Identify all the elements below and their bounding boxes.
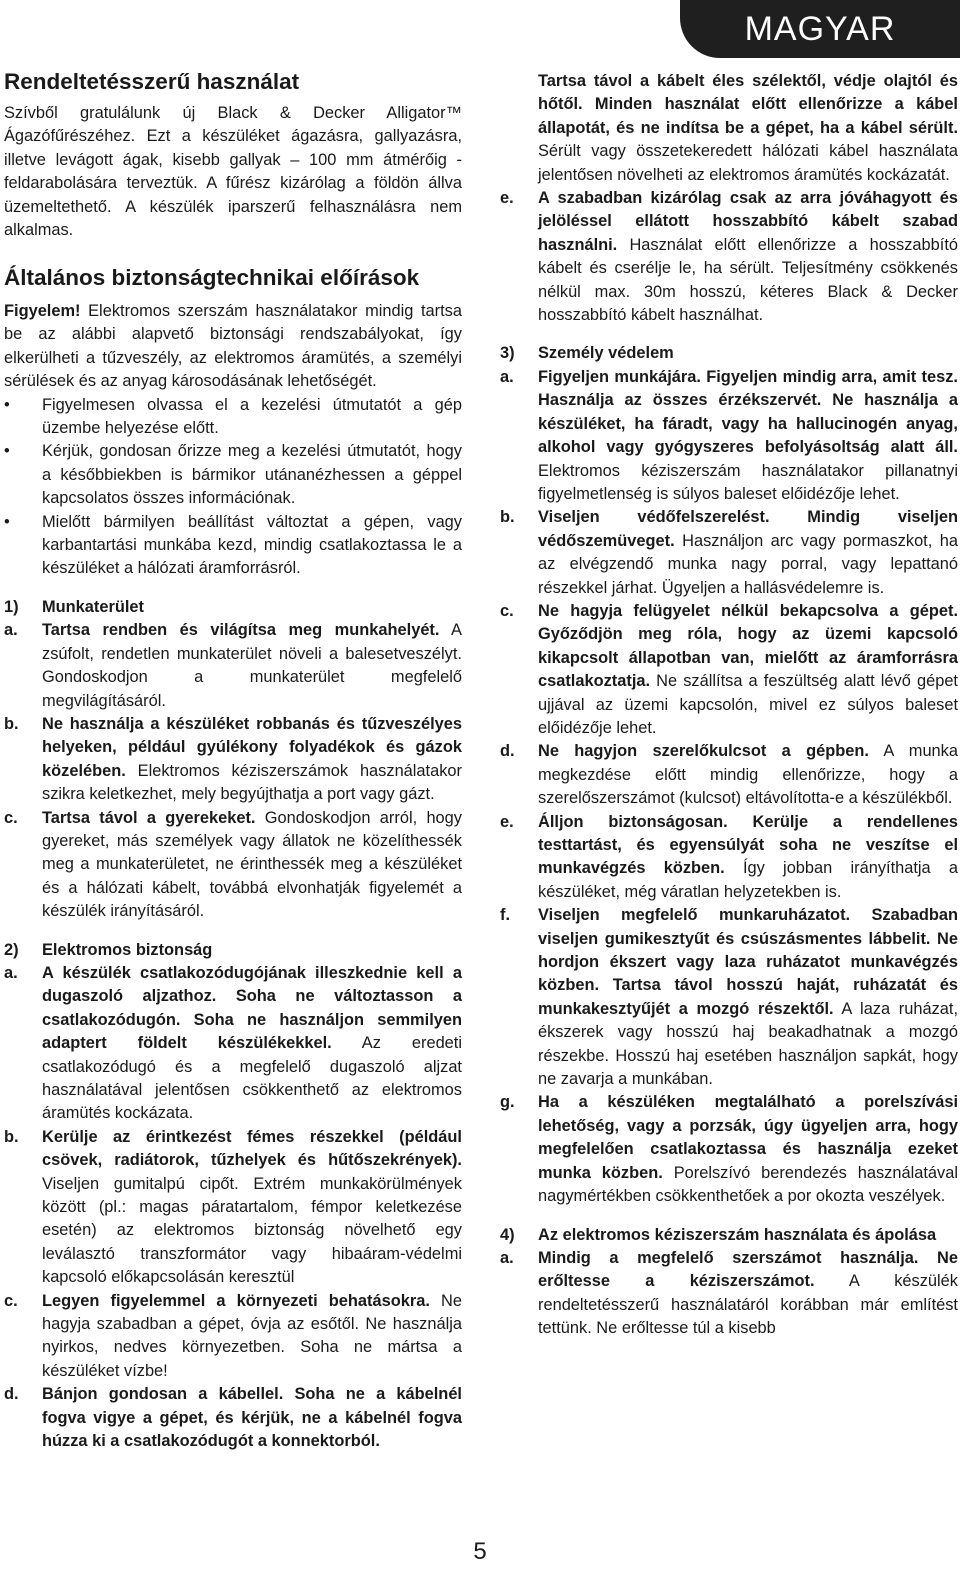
section-title-safety: Általános biztonságtechnikai előírások [4, 265, 420, 290]
list-item: b. Viseljen védőfelszerelést. Mindig viseljen védőszemüveget. Használjon arc vagy pormaszkot, ha az elvégzendő munka nagy porral, vagy lepattanó részekkel járhat. Ügyeljen a hallásvédelemre is. [500, 508, 958, 597]
bullet-item: • Figyelmesen olvassa el a kezelési útmutatót a gép üzembe helyezése előtt. [4, 395, 462, 438]
list-item: d. Bánjon gondosan a kábellel. Soha ne a kábelnél fogva vigye a gépet, és kérjük, ne a kábelnél fogva húzza ki a csatlakozódugót a konnektorból. [4, 1385, 462, 1451]
list-item: c. Tartsa távol a gyerekeket. Gondoskodjon arról, hogy gyereket, más személyek vagy állatok ne közelíthessék meg a munkaterületet, ne érinthessék meg a készüléket és a hálózati kábelt, továbbá elvonhatják figyelemét a készülék irányításáról. [4, 808, 462, 921]
section-heading-tool-use: 4) Az elektromos kéziszerszám használata és ápolása [500, 1225, 937, 1244]
list-item: a. Figyeljen munkájára. Figyeljen mindig arra, amit tesz. Használja az összes érzékszervét. Ne használja a készüléket, ha fáradt, vagy ha hallucinogén anyag, alkohol vagy gyógyszeres befolyásoltság alatt áll. Elektromos kéziszerszám használatakor pillanatnyi figyelmetlenség is súlyos baleset előidézője lehet. [500, 367, 958, 503]
list-item: b. Ne használja a készüléket robbanás és tűzveszélyes helyeken, például gyúlékony folyadékok és gázok közelében. Elektromos kéziszerszámok használatakor szikra keletkezhet, mely begyújthatja a port vagy gázt. [4, 714, 462, 804]
list-item: d. Ne hagyjon szerelőkulcsot a gépben. A munka megkezdése előtt mindig ellenőrizze, hogy a szerelőszerszámot (kulcsot) eltávolította-e a készülékből. [500, 742, 958, 808]
list-item: a. Mindig a megfelelő szerszámot használja. Ne erőltesse a kéziszerszámot. A készülék rendeltetésszerű használatáról korábban már említést tettünk. Ne erőltesse túl a kisebb [500, 1248, 958, 1338]
list-item: b. Kerülje az érintkezést fémes részekkel (például csövek, radiátorok, tűzhelyek és hűtőszekrények). Viseljen gumitalpú cipőt. Extrém munkakörülmények között (pl.: magas páratartalom, fémpor keletkezése esetén) az elektromos biztonság növelhető egy leválasztó transzformátor vagy hibaáram-védelmi kapcsoló előkapcsolásán keresztül [4, 1127, 462, 1287]
list-item: a. A készülék csatlakozódugójának illeszkednie kell a dugaszoló aljzathoz. Soha ne változtasson a csatlakozódugón. Soha ne használjon semmilyen adaptert földelt készülékekkel. Az eredeti csatlakozódugó és a megfelelő dugaszoló aljzat használatával jelentősen csökkenthető az elektromos áramütés kockázata. [4, 963, 462, 1123]
intro-paragraph: Szívből gratulálunk új Black & Decker Alligator™ Ágazófűrészéhez. Ezt a készüléket ágazásra, gallyazásra, illetve levágott ágak, kisebb gallyak – 100 mm átmérőig - feldarabolására terveztük. A fűrész kizárólag a földön állva üzemeltethető. A készülék iparszerű felhasználásra nem alkalmas. [4, 104, 462, 240]
section-heading-personal-safety: 3) Személy védelem [500, 344, 674, 363]
section-heading-electrical-safety: 2) Elektromos biztonság [4, 940, 213, 959]
list-item: e. Álljon biztonságosan. Kerülje a rendellenes testtartást, és egyensúlyát soha ne veszítse el munkavégzés közben. Így jobban irányíthatja a készüléket, még váratlan helyzetekben is. [500, 812, 959, 901]
list-item: a. Tartsa rendben és világítsa meg munkahelyét. A zsúfolt, rendetlen munkaterület növeli a balesetveszélyt. Gondoskodjon a munkaterület megfelelő megvilágításáról. [4, 621, 462, 710]
list-item: f. Viseljen megfelelő munkaruházatot. Szabadban viseljen gumikesztyűt és csúszásmentes lábbelit. Ne hordjon ékszert vagy laza ruházatot munkavégzés közben. Tartsa távol hosszú haját, ruházatát és munkakesztyűjét a mozgó részektől. A laza ruházat, ékszerek vagy hosszú haj beakadhatnak a mozgó részekbe. Hosszú haj esetében használjon sapkát, hogy ne zavarja a munkában. [500, 906, 958, 1089]
list-item-continued: Tartsa távol a kábelt éles szélektől, védje olajtól és hőtől. Minden használat előtt ellenőrizze a kábel állapotát, és ne indítsa be a gépet, ha a kábel sérült. Sérült vagy összetekeredett hálózati kábel használata jelentősen növelheti az elektromos áramütés kockázatát. [538, 72, 958, 184]
language-badge: MAGYAR [680, 0, 960, 58]
page-number: 5 [473, 1538, 487, 1565]
warning-label: Figyelem! [4, 302, 81, 320]
warning-text: Elektromos szerszám használatakor mindig tartsa be az alábbi alapvető biztonsági rendszabályokat, így elkerülheti a tűzveszély, az elektromos áramütés, a személyi sérülések és az anyag károsodásának lehetőségét. [4, 302, 462, 391]
list-item: c. Legyen figyelemmel a környezeti behatásokra. Ne hagyja szabadban a gépet, óvja az esőtől. Ne használja nyirkos, nedves környezetben. Soha ne mártsa a készüléket vízbe! [4, 1291, 462, 1380]
list-item: e. A szabadban kizárólag csak az arra jóváhagyott és jelöléssel ellátott hosszabbító kábelt szabad használni. Használat előtt ellenőrizze a hosszabbító kábelt és cserélje le, ha sérült. Teljesítmény csökkenés nélkül max. 30m hosszú, kéteres Black & Decker hosszabbító kábelt használhat. [500, 189, 958, 325]
bullet-item: • Kérjük, gondosan őrizze meg a kezelési útmutatót, hogy a későbbiekben is bármikor utánanézhessen a géppel kapcsolatos összes információnak. [4, 442, 462, 508]
list-item: c. Ne hagyja felügyelet nélkül bekapcsolva a gépet. Győződjön meg róla, hogy az üzemi kapcsoló kikapcsolt állapotban van, mielőtt az áramforrásra csatlakoztatja. Ne szállítsa a feszültség alatt lévő gépet ujjával az üzemi kapcsolón, mivel ez súlyos baleset előidézője lehet. [500, 601, 958, 737]
bullet-item: • Mielőtt bármilyen beállítást változtat a gépen, vagy karbantartási munkába kezd, mindig csatlakoztassa le a készüléket a hálózati áramforrásról. [4, 512, 462, 578]
list-item: g. Ha a készüléken megtalálható a porelszívási lehetőség, vagy a porzsák, úgy ügyeljen arra, hogy megfelelően csatlakoztassa és használja ezeket munka közben. Porelszívó berendezés használatával nagymértékben csökkenthetőek a por okozta veszélyek. [500, 1093, 958, 1206]
section-title-intended-use: Rendeltetésszerű használat [4, 69, 300, 94]
warning-paragraph [4, 300, 462, 394]
section-heading-work-area: 1) Munkaterület [4, 597, 145, 616]
